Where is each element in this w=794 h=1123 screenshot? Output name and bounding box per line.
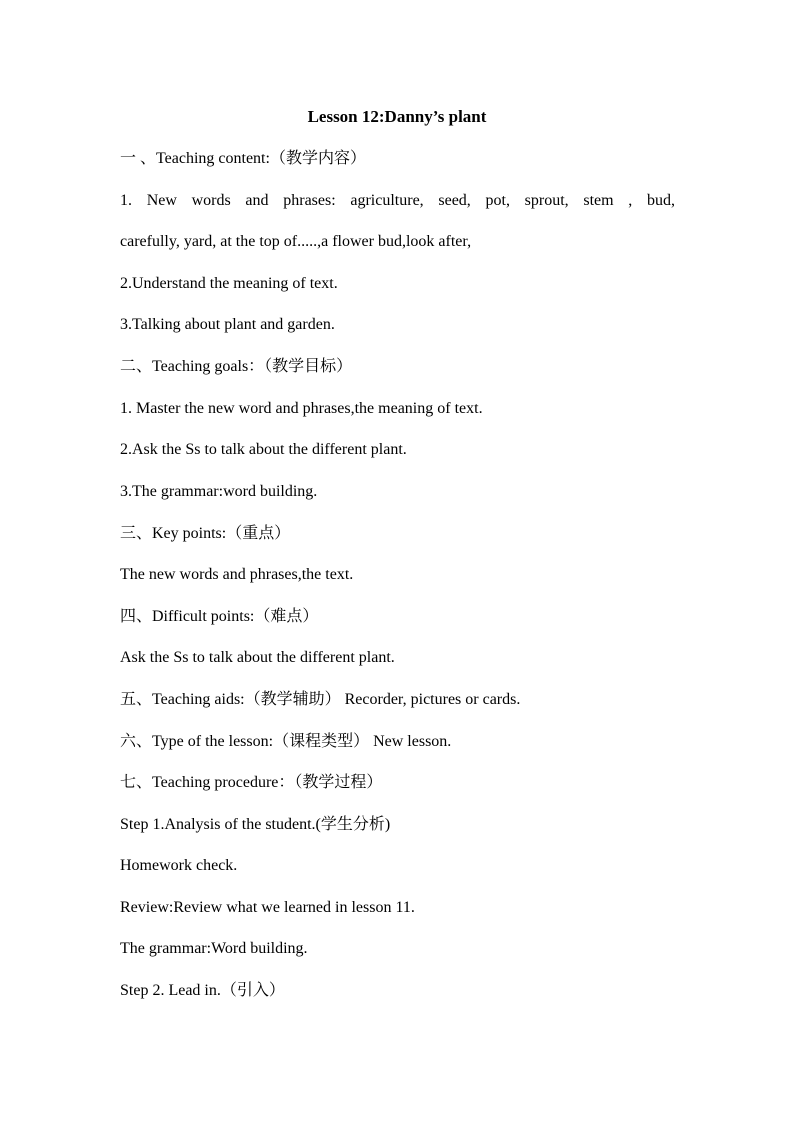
procedure-step-1: Step 1.Analysis of the student.(学生分析) [120, 816, 391, 833]
content-item-3: 3.Talking about plant and garden. [120, 316, 335, 333]
key-points-text: The new words and phrases,the text. [120, 566, 354, 583]
section-teaching-content-heading: 一 、Teaching content:（教学内容） [120, 150, 366, 167]
procedure-grammar: The grammar:Word building. [120, 940, 308, 957]
section-difficult-points-heading: 四、Difficult points:（难点） [120, 608, 319, 625]
goal-item-3: 3.The grammar:word building. [120, 483, 318, 500]
new-words-line-2: carefully, yard, at the top of.....,a flower bud,look after, [120, 233, 472, 250]
content-item-2: 2.Understand the meaning of text. [120, 275, 338, 292]
section-teaching-aids: 五、Teaching aids:（教学辅助） Recorder, pictures or cards. [120, 691, 521, 708]
procedure-homework-check: Homework check. [120, 857, 238, 874]
goal-item-1: 1. Master the new word and phrases,the meaning of text. [120, 400, 483, 417]
difficult-points-text: Ask the Ss to talk about the different plant. [120, 649, 395, 666]
procedure-step-2: Step 2. Lead in.（引入） [120, 982, 285, 999]
section-teaching-procedure-heading: 七、Teaching procedure：（教学过程） [120, 774, 383, 791]
lesson-title: Lesson 12:Danny’s plant [307, 107, 487, 126]
goal-item-2: 2.Ask the Ss to talk about the different plant. [120, 441, 407, 458]
section-key-points-heading: 三、Key points:（重点） [120, 525, 291, 542]
procedure-review: Review:Review what we learned in lesson 11. [120, 899, 415, 916]
section-lesson-type: 六、Type of the lesson:（课程类型） New lesson. [120, 733, 452, 750]
new-words-line-1: 1. New words and phrases: agriculture, seed, pot, sprout, stem , bud, [120, 192, 675, 209]
section-teaching-goals-heading: 二、Teaching goals：（教学目标） [120, 358, 353, 375]
